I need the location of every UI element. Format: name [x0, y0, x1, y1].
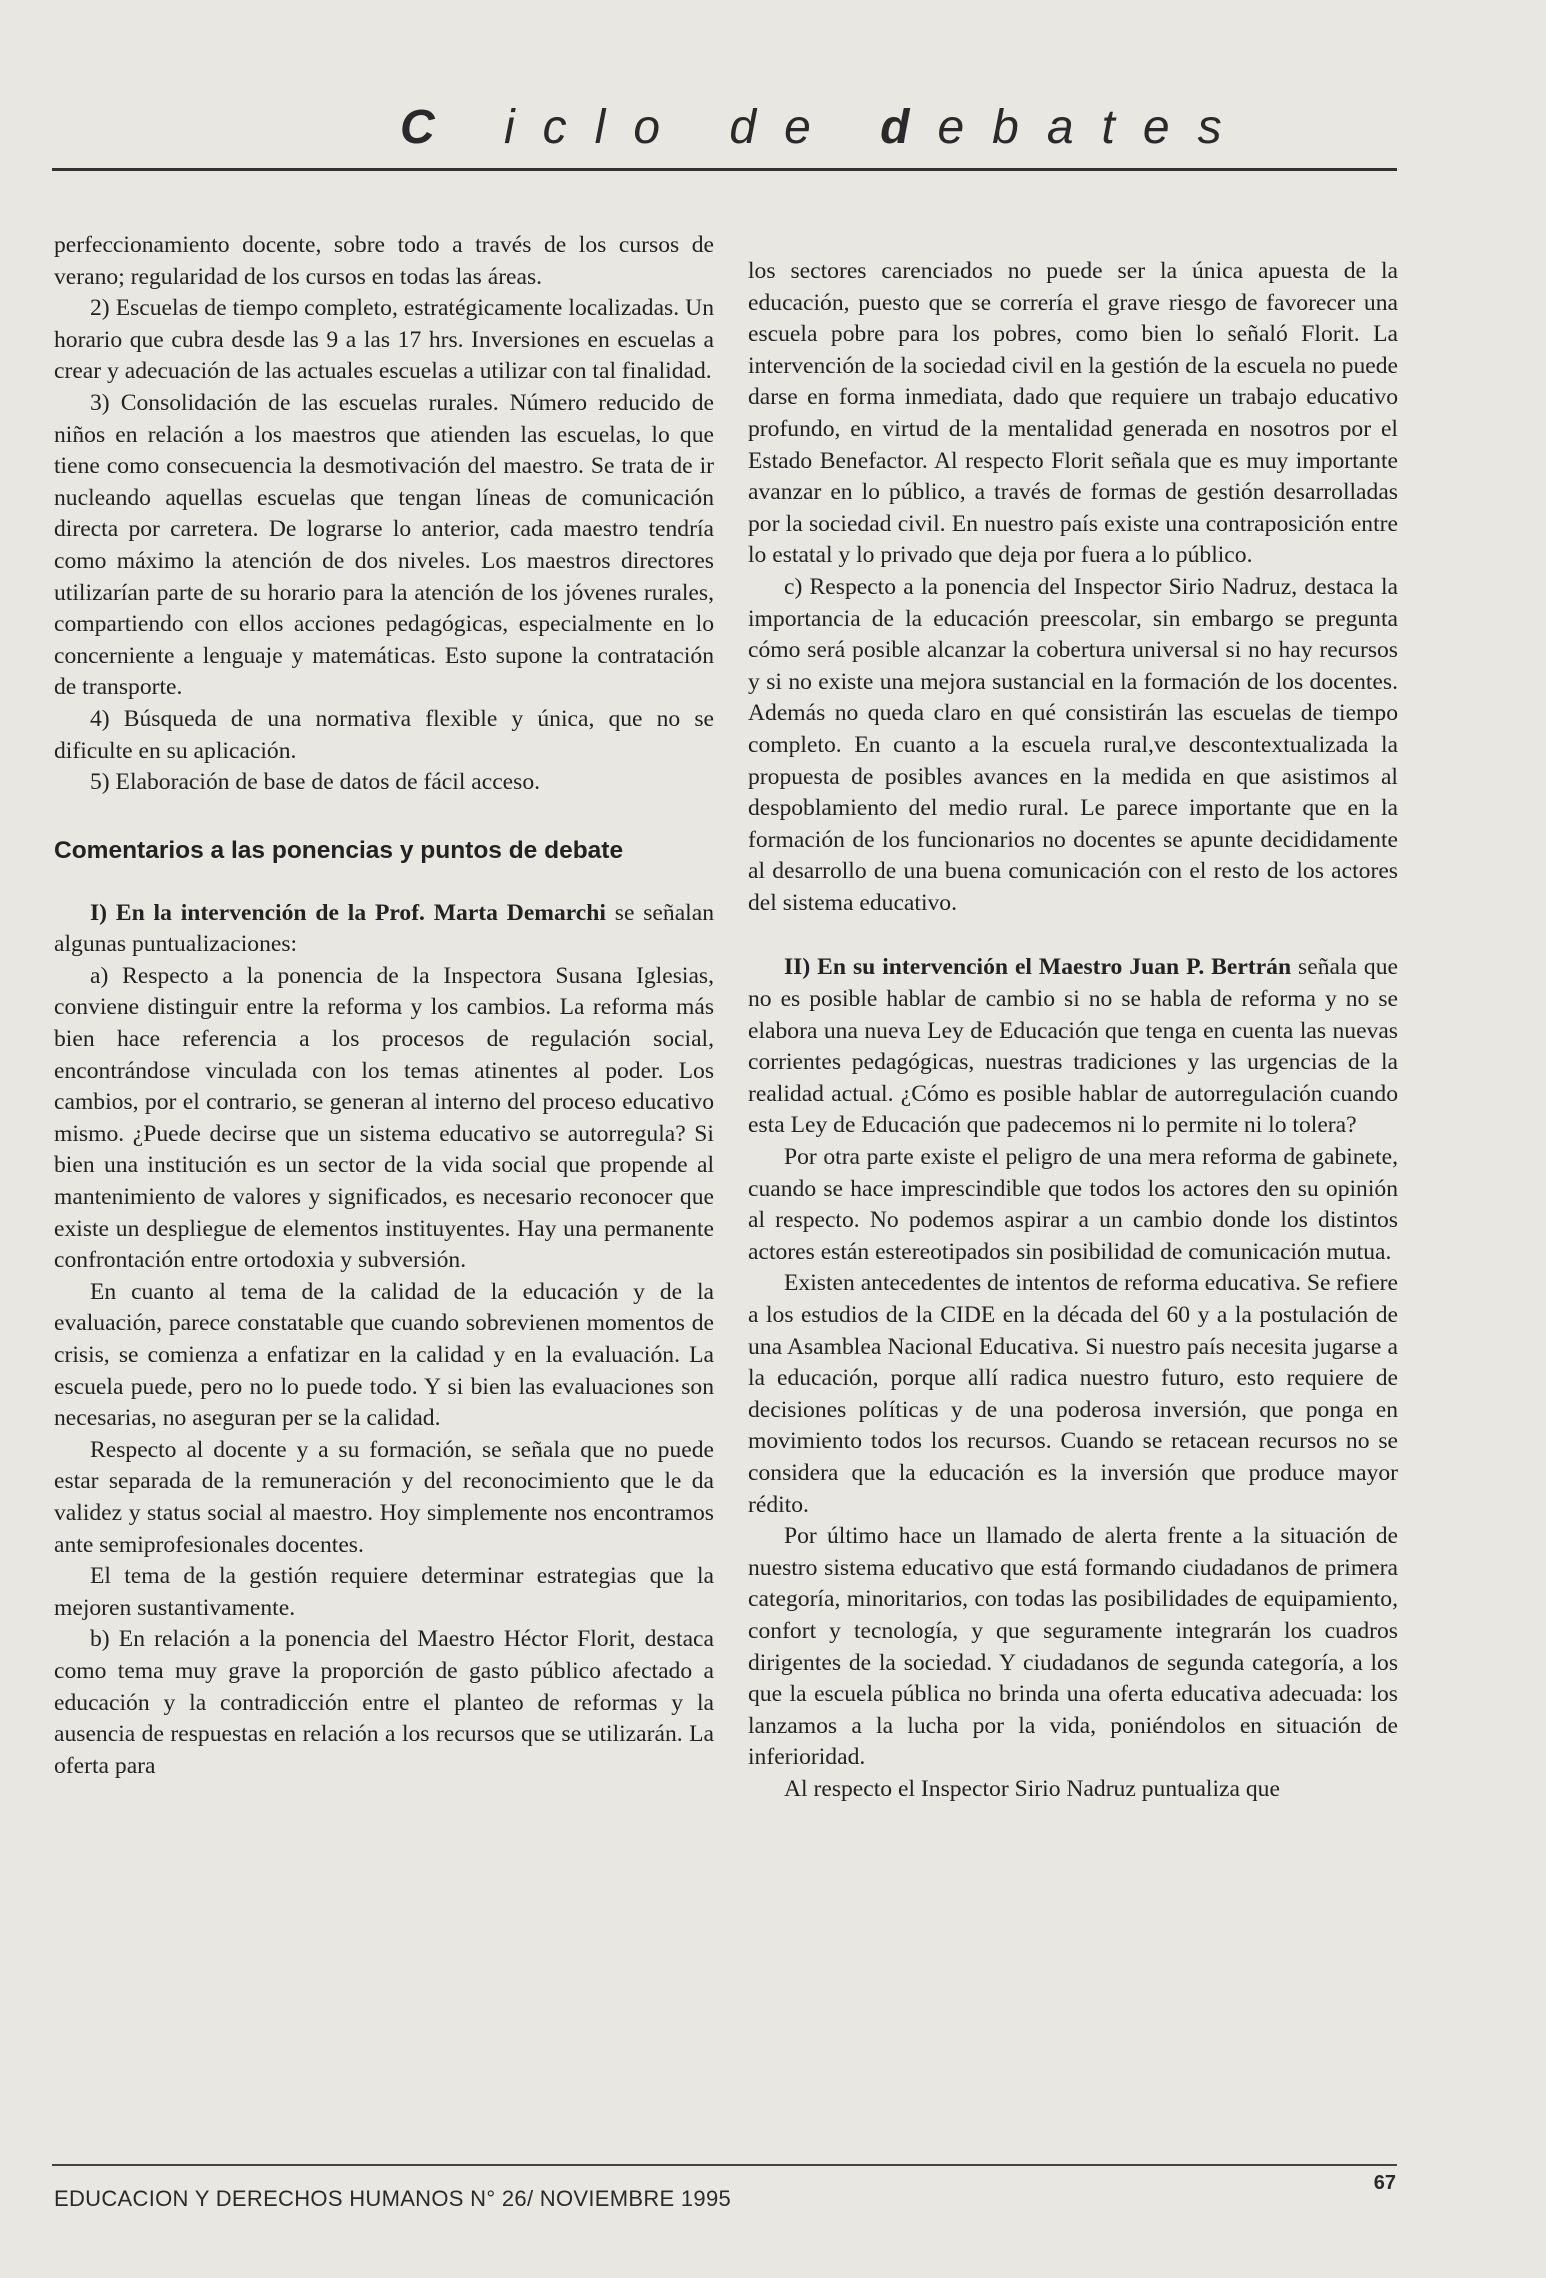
paragraph-lead: II) En su intervención el Maestro Juan P. Bertrán — [784, 954, 1292, 981]
paragraph-body: se señalan algunas puntualizaciones: — [54, 899, 714, 958]
paragraph: c) Respecto a la ponencia del Inspector Sirio Nadruz, destaca la importancia de la educación preescolar, sin embargo se pregunta cómo será posible alcanzar la cobertura universal si no hay recursos y si no existe una mejora sustancial en la formación de los docentes. Además no queda claro en qué consistirán las escuelas de tiempo completo. En cuanto a la escuela rural,ve descontextualizada la propuesta de posibles avances en la medida en que asistimos al despoblamiento del medio rural. Le parece importante que en la formación de los funcionarios no docentes se apunte decididamente al desarrollo de una buena comunicación con el resto de los actores del sistema educativo. — [748, 573, 1398, 916]
paragraph: a) Respecto a la ponencia de la Inspectora Susana Iglesias, conviene distinguir entre la reforma y los cambios. La reforma más bien hace referencia a los procesos de regulación social, encontrándose vinculada con los temas atinentes al poder. Los cambios, por el contrario, se generan al interno del proceso educativo mismo. ¿Puede decirse que un sistema educativo se autorregula? Si bien una institución es un sector de la vida social que propende al mantenimiento de valores y significados, es necesario reconocer que existe un despliegue de elementos instituyentes. Hay una permanente confrontación entre ortodoxia y subversión. — [54, 962, 714, 1274]
paragraph: Respecto al docente y a su formación, se señala que no puede estar separada de la remuneración y del reconocimiento que le da validez y status social al maestro. Hoy simplemente nos encontramos ante semiprofesionales docentes. — [54, 1436, 714, 1558]
paragraph: Por otra parte existe el peligro de una mera reforma de gabinete, cuando se hace imprescindible que todos los actores den su opinión al respecto. No podemos aspirar a un cambio donde los distintos actores están estereotipados sin posibilidad de comunicación mutua. — [748, 1144, 1398, 1265]
paragraph: 5) Elaboración de base de datos de fácil acceso. — [90, 769, 541, 796]
publication-footer: EDUCACION Y DERECHOS HUMANOS N° 26/ NOVIEMBRE 1995 — [54, 2186, 732, 2211]
section-title — [400, 100, 1250, 155]
title-letter-d: d — [880, 101, 938, 154]
paragraph: 3) Consolidación de las escuelas rurales. Número reducido de niños en relación a los maestros que atienden las escuelas, lo que tiene como consecuencia la desmotivación del maestro. Se trata de ir nucleando aquellas escuelas que tengan líneas de comunicación directa por carretera. De lograrse lo anterior, cada maestro tendría como máximo la atención de dos niveles. Los maestros directores utilizarían parte de su horario para la atención de los jóvenes rurales, compartiendo con ellos acciones pedagógicas, especialmente en lo concerniente a lenguaje y matemáticas. Esto supone la contratación de transporte. — [54, 389, 714, 701]
header-divider — [52, 168, 1397, 171]
title-word-de: de — [729, 101, 839, 154]
paragraph: El tema de la gestión requiere determinar estrategias que la mejoren sustantivamente. — [54, 1563, 714, 1621]
page-number: 67 — [1373, 2172, 1396, 2194]
paragraph — [54, 898, 714, 961]
paragraph: 2) Escuelas de tiempo completo, estratégicamente localizadas. Un horario que cubra desde las 9 a las 17 hrs. Inversiones en escuelas a crear y adecuación de las actuales escuelas a utilizar con tal finalidad. — [54, 295, 714, 385]
paragraph: En cuanto al tema de la calidad de la educación y de la evaluación, parece constatable que cuando sobrevienen momentos de crisis, se comienza a enfatizar en la calidad y en la evaluación. La escuela puede, pero no lo puede todo. Y si bien las evaluaciones son necesarias, no aseguran per se la calidad. — [54, 1278, 714, 1432]
paragraph: los sectores carenciados no puede ser la única apuesta de la educación, puesto que se correría el grave riesgo de favorecer una escuela pobre para los pobres, como bien lo señaló Florit. La intervención de la sociedad civil en la gestión de la escuela no puede darse en forma inmediata, dado que requiere un trabajo educativo profundo, en virtud de la mentalidad generada en nosotros por el Estado Benefactor. Al respecto Florit señala que es muy importante avanzar en lo público, a través de formas de gestión desarrolladas por la sociedad civil. En nuestro país existe una contraposición entre lo estatal y lo privado que deja por fuera a lo público. — [748, 258, 1398, 569]
title-word-ebates: ebates — [937, 101, 1250, 154]
footer-divider — [52, 2164, 1397, 2166]
title-letter-c: C — [400, 101, 463, 154]
section-heading: Comentarios a las ponencias y puntos de debate — [54, 836, 624, 864]
paragraph: Por último hace un llamado de alerta frente a la situación de nuestro sistema educativo que está formando ciudadanos de primera categoría, minoritarios, con todas las posibilidades de equipamiento, confort y tecnología, y que seguramente integrarán los cuadros dirigentes de la sociedad. Y ciudadanos de segunda categoría, a los que la escuela pública no brinda una oferta educativa adecuada: los lanzamos a la lucha por la vida, poniéndolos en situación de inferioridad. — [748, 1523, 1398, 1771]
paragraph-lead: I) En la intervención de la Prof. Marta Demarchi — [90, 899, 606, 926]
paragraph-body: señala que no es posible hablar de cambio si no se habla de reforma y no se elabora una nueva Ley de Educación que tenga en cuenta las nuevas corrientes pedagógicas, nuestras tradiciones y las urgencias de la realidad actual. ¿Cómo es posible hablar de autorregulación cuando esta Ley de Educación que padecemos ni lo permite ni lo tolera? — [748, 954, 1398, 1139]
paragraph: Existen antecedentes de intentos de reforma educativa. Se refiere a los estudios de la CIDE en la década del 60 y a la postulación de una Asamblea Nacional Educativa. Si nuestro país necesita jugarse a la educación, porque allí radica nuestro futuro, esto requiere de decisiones políticas y de una poderosa inversión, que ponga en movimiento todos los recursos. Cuando se retacean recursos no se considera que la educación es la inversión que produce mayor rédito. — [748, 1270, 1398, 1518]
title-word-iclo: iclo — [504, 101, 689, 154]
paragraph — [748, 952, 1398, 1142]
paragraph: b) En relación a la ponencia del Maestro Héctor Florit, destaca como tema muy grave la proporción de gasto público afectado a educación y la contradicción entre el planteo de reformas y la ausencia de respuestas en relación a los recursos que se utilizarán. La oferta para — [54, 1626, 714, 1779]
right-column — [748, 256, 1398, 1806]
paragraph: Al respecto el Inspector Sirio Nadruz puntualiza que — [784, 1775, 1280, 1802]
left-column — [54, 230, 714, 1782]
paragraph: perfeccionamiento docente, sobre todo a través de los cursos de verano; regularidad de los cursos en todas las áreas. — [54, 232, 714, 290]
paragraph: 4) Búsqueda de una normativa flexible y única, que no se dificulte en su aplicación. — [54, 705, 714, 764]
